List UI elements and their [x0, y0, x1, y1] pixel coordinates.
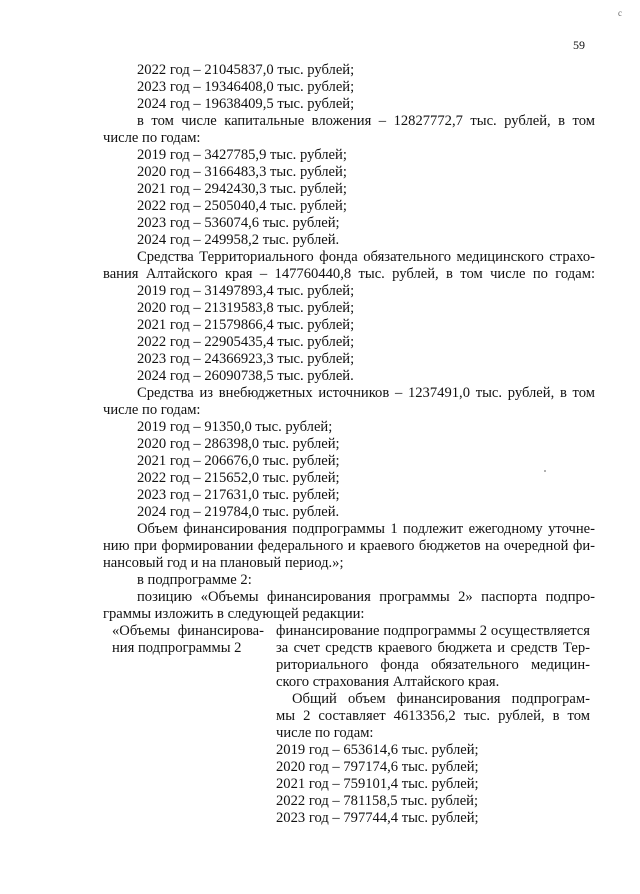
list-item: 2024 год – 19638409,5 тыс. рублей;: [137, 96, 355, 112]
table-left-cell-line: «Объемы финансирова-: [112, 623, 264, 639]
list-item: 2023 год – 217631,0 тыс. рублей;: [137, 487, 340, 503]
position-paragraph-line: граммы изложить в следующей редакции:: [103, 606, 365, 622]
list-item: 2020 год – 3166483,3 тыс. рублей;: [137, 164, 347, 180]
volume-paragraph-line: нансовый год и на плановый период.»;: [103, 555, 344, 571]
list-item: 2024 год – 219784,0 тыс. рублей.: [137, 504, 340, 520]
list-item: 2024 год – 249958,2 тыс. рублей.: [137, 232, 340, 248]
list-item: 2019 год – 31497893,4 тыс. рублей;: [137, 283, 355, 299]
list-item: 2021 год – 21579866,4 тыс. рублей;: [137, 317, 355, 333]
list-item: 2023 год – 19346408,0 тыс. рублей;: [137, 79, 355, 95]
list-item: 2023 год – 536074,6 тыс. рублей;: [137, 215, 340, 231]
list-item: 2022 год – 215652,0 тыс. рублей;: [137, 470, 340, 486]
list-item: 2024 год – 26090738,5 тыс. рублей.: [137, 368, 354, 384]
page-number: 59: [573, 38, 585, 52]
position-paragraph-line: позицию «Объемы финансирования программы 2» паспорта подпро-: [137, 589, 595, 605]
capital-investments-line: в том числе капитальные вложения – 12827772,7 тыс. рублей, в том: [137, 113, 595, 129]
list-item: 2022 год – 22905435,4 тыс. рублей;: [137, 334, 355, 350]
volume-paragraph-line: Объем финансирования подпрограммы 1 подлежит ежегодному уточне-: [137, 521, 595, 537]
volume-paragraph-line: нию при формировании федерального и краевого бюджетов на очередной фи-: [103, 538, 595, 554]
list-item: 2019 год – 3427785,9 тыс. рублей;: [137, 147, 347, 163]
list-item: 2023 год – 797744,4 тыс. рублей;: [276, 810, 479, 826]
tfoms-paragraph-line: Средства Территориального фонда обязательного медицинского страхо-: [137, 249, 595, 265]
extrabudget-paragraph-line: числе по годам:: [103, 402, 201, 418]
list-item: 2021 год – 206676,0 тыс. рублей;: [137, 453, 340, 469]
list-item: 2022 год – 21045837,0 тыс. рублей;: [137, 62, 355, 78]
tfoms-paragraph-line: вания Алтайского края – 147760440,8 тыс. рублей, в том числе по годам:: [103, 266, 595, 282]
list-item: 2021 год – 2942430,3 тыс. рублей;: [137, 181, 347, 197]
table-right-cell-line: риториального фонда обязательного медицин-: [276, 657, 590, 673]
scan-speck: [544, 470, 546, 472]
list-item: 2021 год – 759101,4 тыс. рублей;: [276, 776, 479, 792]
list-item: 2022 год – 2505040,4 тыс. рублей;: [137, 198, 347, 214]
list-item: 2019 год – 653614,6 тыс. рублей;: [276, 742, 479, 758]
extrabudget-paragraph-line: Средства из внебюджетных источников – 1237491,0 тыс. рублей, в том: [137, 385, 595, 401]
table-total-line: мы 2 составляет 4613356,2 тыс. рублей, в том: [276, 708, 590, 724]
table-right-cell-line: ского страхования Алтайского края.: [276, 674, 500, 690]
corner-mark: с: [618, 8, 622, 18]
table-right-cell-line: финансирование подпрограммы 2 осуществляется: [276, 623, 590, 639]
table-total-line: числе по годам:: [276, 725, 374, 741]
list-item: 2022 год – 781158,5 тыс. рублей;: [276, 793, 479, 809]
table-left-cell-line: ния подпрограммы 2: [112, 640, 242, 656]
list-item: 2020 год – 21319583,8 тыс. рублей;: [137, 300, 355, 316]
subprogram-2-heading: в подпрограмме 2:: [137, 572, 252, 588]
list-item: 2019 год – 91350,0 тыс. рублей;: [137, 419, 333, 435]
table-total-line: Общий объем финансирования подпрограм-: [292, 691, 590, 707]
table-right-cell-line: за счет средств краевого бюджета и средств Тер-: [276, 640, 590, 656]
list-item: 2020 год – 286398,0 тыс. рублей;: [137, 436, 340, 452]
capital-investments-line: числе по годам:: [103, 130, 201, 146]
list-item: 2023 год – 24366923,3 тыс. рублей;: [137, 351, 355, 367]
list-item: 2020 год – 797174,6 тыс. рублей;: [276, 759, 479, 775]
